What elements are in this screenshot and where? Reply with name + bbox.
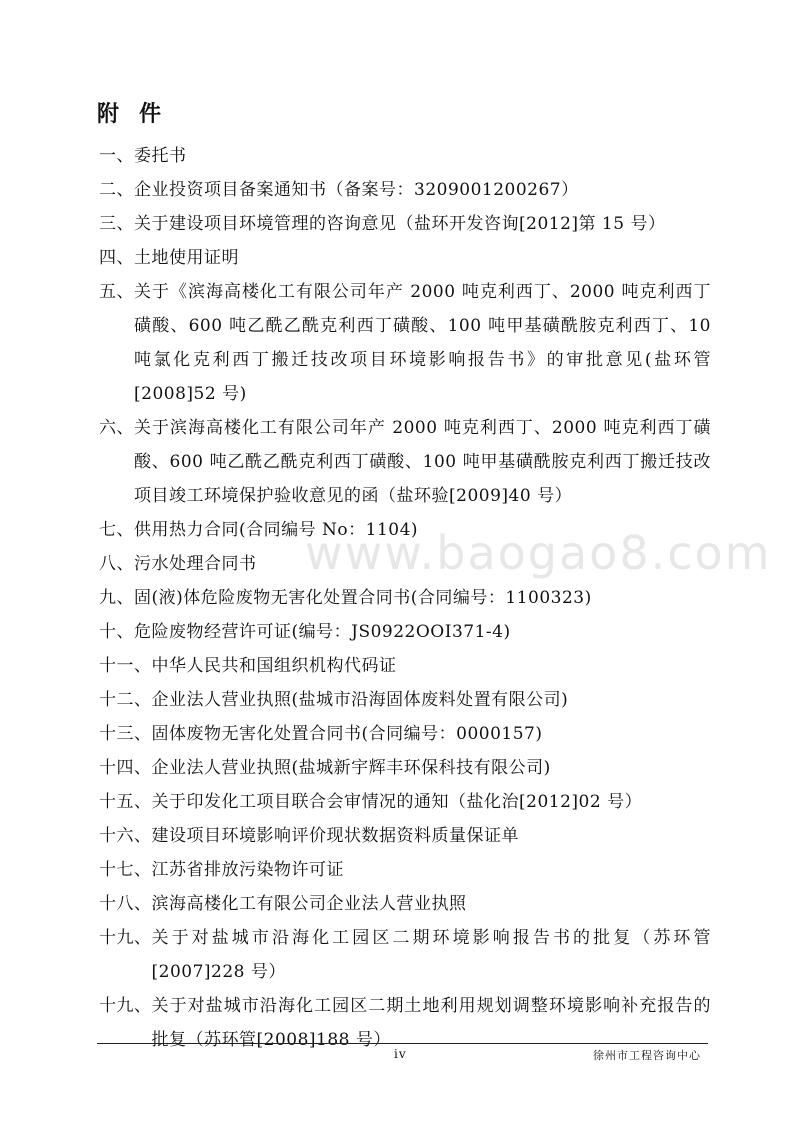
- list-item: [99, 411, 711, 513]
- list-item-text: 供用热力合同(合同编号 No：1104): [134, 520, 419, 540]
- list-item-text: 企业法人营业执照(盐城市沿海固体废料处置有限公司): [151, 690, 569, 710]
- list-item-number: 十一、: [99, 656, 152, 676]
- list-item: [99, 683, 711, 717]
- list-item: [99, 819, 711, 853]
- attachment-list: [99, 139, 711, 1057]
- list-item-number: 五、: [99, 282, 134, 302]
- list-item-number: 十三、: [99, 724, 152, 744]
- list-item-number: 二、: [99, 180, 134, 200]
- list-item: [99, 241, 711, 275]
- watermark-text: www.baogao8.com: [305, 526, 772, 580]
- list-item: [99, 887, 711, 921]
- list-item-text: 江苏省排放污染物许可证: [151, 860, 344, 880]
- list-item: [99, 513, 711, 547]
- list-item: [99, 275, 711, 411]
- list-item: [99, 853, 711, 887]
- list-item: [99, 785, 711, 819]
- list-item-text: 固体废物无害化处置合同书(合同编号：0000157): [151, 724, 543, 744]
- list-item-number: 十五、: [99, 792, 152, 812]
- list-item-text: 关于《滨海高楼化工有限公司年产 2000 吨克利西丁、2000 吨克利西丁磺酸、600 吨乙酰乙酰克利西丁磺酸、100 吨甲基磺酰胺克利西丁、10 吨氯化克利西丁搬迁技改项目环境影响报告书》的审批意见(盐环管[2008]52 号): [134, 282, 711, 404]
- footer-divider: [97, 1043, 708, 1044]
- list-item-number: 十八、: [99, 894, 152, 914]
- list-item: [99, 581, 711, 615]
- list-item-text: 固(液)体危险废物无害化处置合同书(合同编号：1100323): [134, 588, 592, 608]
- list-item-number: 十七、: [99, 860, 152, 880]
- list-item: [99, 751, 711, 785]
- list-item-text: 污水处理合同书: [134, 554, 257, 574]
- list-item-number: 七、: [99, 520, 134, 540]
- list-item-number: 十二、: [99, 690, 152, 710]
- list-item-text: 企业法人营业执照(盐城新宇辉丰环保科技有限公司): [151, 758, 551, 778]
- list-item: [99, 717, 711, 751]
- list-item: [99, 921, 711, 989]
- list-item-text: 土地使用证明: [134, 248, 239, 268]
- list-item-text: 中华人民共和国组织机构代码证: [151, 656, 397, 676]
- list-item: [99, 207, 711, 241]
- list-item-text: 危险废物经营许可证(编号：JS0922OOI371-4): [134, 622, 511, 642]
- list-item-text: 关于印发化工项目联合会审情况的通知（盐化治[2012]02 号）: [151, 792, 643, 812]
- list-item-number: 十九、: [99, 996, 152, 1016]
- list-item-number: 四、: [99, 248, 134, 268]
- page-title: 附件: [97, 101, 182, 127]
- list-item-number: 六、: [99, 418, 134, 438]
- list-item-text: 企业投资项目备案通知书（备案号：3209001200267）: [134, 180, 579, 200]
- list-item-number: 十六、: [99, 826, 152, 846]
- list-item-text: 关于建设项目环境管理的咨询意见（盐环开发咨询[2012]第 15 号）: [134, 214, 666, 234]
- list-item-text: 关于滨海高楼化工有限公司年产 2000 吨克利西丁、2000 吨克利西丁磺酸、600 吨乙酰乙酰克利西丁磺酸、100 吨甲基磺酰胺克利西丁搬迁技改项目竣工环境保护验收意见的函（盐环验[2009]40 号）: [134, 418, 711, 506]
- list-item-number: 十、: [99, 622, 134, 642]
- list-item-text: 建设项目环境影响评价现状数据资料质量保证单: [151, 826, 519, 846]
- footer-organization-name: 徐州市工程咨询中心: [593, 1049, 701, 1062]
- footer-page-number: iv: [394, 1047, 407, 1061]
- list-item-text: 关于对盐城市沿海化工园区二期环境影响报告书的批复（苏环管[2007]228 号）: [151, 928, 711, 982]
- list-item-number: 一、: [99, 146, 134, 166]
- list-item-number: 九、: [99, 588, 134, 608]
- list-item: [99, 547, 711, 581]
- list-item: [99, 615, 711, 649]
- list-item-text: 滨海高楼化工有限公司企业法人营业执照: [151, 894, 467, 914]
- list-item-text: 关于对盐城市沿海化工园区二期土地利用规划调整环境影响补充报告的批复（苏环管[2008]188 号）: [151, 996, 711, 1050]
- list-item-number: 十四、: [99, 758, 152, 778]
- list-item-number: 八、: [99, 554, 134, 574]
- list-item-text: 委托书: [134, 146, 187, 166]
- list-item: [99, 139, 711, 173]
- list-item-number: 十九、: [99, 928, 152, 948]
- list-item: [99, 649, 711, 683]
- list-item-number: 三、: [99, 214, 134, 234]
- list-item: [99, 173, 711, 207]
